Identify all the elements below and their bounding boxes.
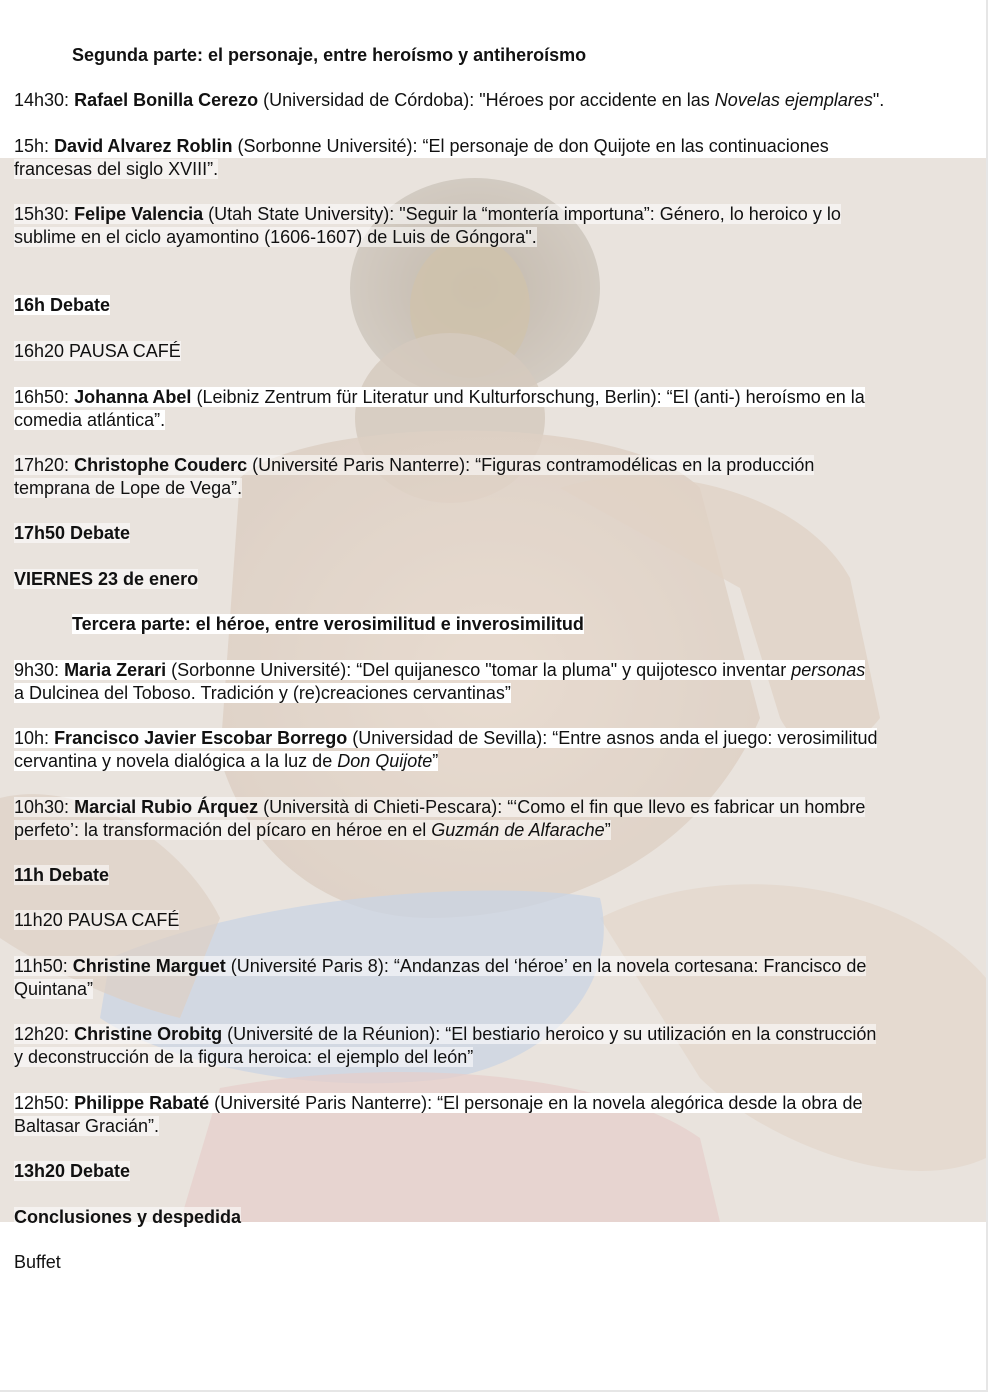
talk-marguet: 11h50: Christine Marguet (Université Paris 8): “Andanzas del ‘héroe’ en la novela cortesana: Francisco de Quintana” [14,956,867,999]
talk-orobitg: 12h20: Christine Orobitg (Université de la Réunion): “El bestiario heroico y su utilización en la construcción y deconstrucción de la figura heroica: el ejemplo del león” [14,1024,877,1067]
talk-rabate: 12h50: Philippe Rabaté (Université Paris Nanterre): “El personaje en la novela alegórica desde la obra de Baltasar Gracián”. [14,1093,863,1136]
talk-couderc: 17h20: Christophe Couderc (Université Paris Nanterre): “Figuras contramodélicas en la producción temprana de Lope de Vega”. [14,455,815,498]
day-heading-viernes: VIERNES 23 de enero [14,569,199,589]
debate-17h50: 17h50 Debate [14,523,131,543]
buffet: Buffet [14,1252,61,1272]
debate-13h20: 13h20 Debate [14,1161,131,1181]
talk-abel: 16h50: Johanna Abel (Leibniz Zentrum für Literatur und Kulturforschung, Berlin): “El (anti-) heroísmo en la comedia atlántica”. [14,387,865,430]
debate-11h: 11h Debate [14,865,110,885]
section-heading-tercera-parte: Tercera parte: el héroe, entre verosimilitud e inverosimilitud [72,614,584,634]
talk-rubio: 10h30: Marcial Rubio Árquez (Università di Chieti-Pescara): “‘Como el fin que llevo es fabricar un hombre perfeto’: la transformación del pícaro en héroe en el Guzmán de Alfarache” [14,797,866,840]
talk-bonilla: 14h30: Rafael Bonilla Cerezo (Universidad de Córdoba): "Héroes por accidente en las Novelas ejemplares". [14,90,885,110]
pausa-cafe-16h20: 16h20 PAUSA CAFÉ [14,341,181,361]
talk-alvarez: 15h: David Alvarez Roblin (Sorbonne Université): “El personaje de don Quijote en las continuaciones francesas del siglo XVIII”. [14,136,829,179]
talk-zerari: 9h30: Maria Zerari (Sorbonne Université): “Del quijanesco "tomar la pluma" y quijotesco inventar personas a Dulcinea del Toboso. Tradición y (re)creaciones cervantinas” [14,660,866,703]
section-heading-segunda-parte: Segunda parte: el personaje, entre heroísmo y antiheroísmo [72,45,587,65]
conclusiones: Conclusiones y despedida [14,1207,242,1227]
debate-16h: 16h Debate [14,295,111,315]
talk-escobar: 10h: Francisco Javier Escobar Borrego (Universidad de Sevilla): “Entre asnos anda el juego: verosimilitud cervantina y novela dialógica a la luz de Don Quijote” [14,728,878,771]
talk-valencia: 15h30: Felipe Valencia (Utah State University): "Seguir la “montería importuna”: Género, lo heroico y lo sublime en el ciclo ayamontino (1606-1607) de Luis de Góngora". [14,204,841,247]
pausa-cafe-11h20: 11h20 PAUSA CAFÉ [14,910,180,930]
